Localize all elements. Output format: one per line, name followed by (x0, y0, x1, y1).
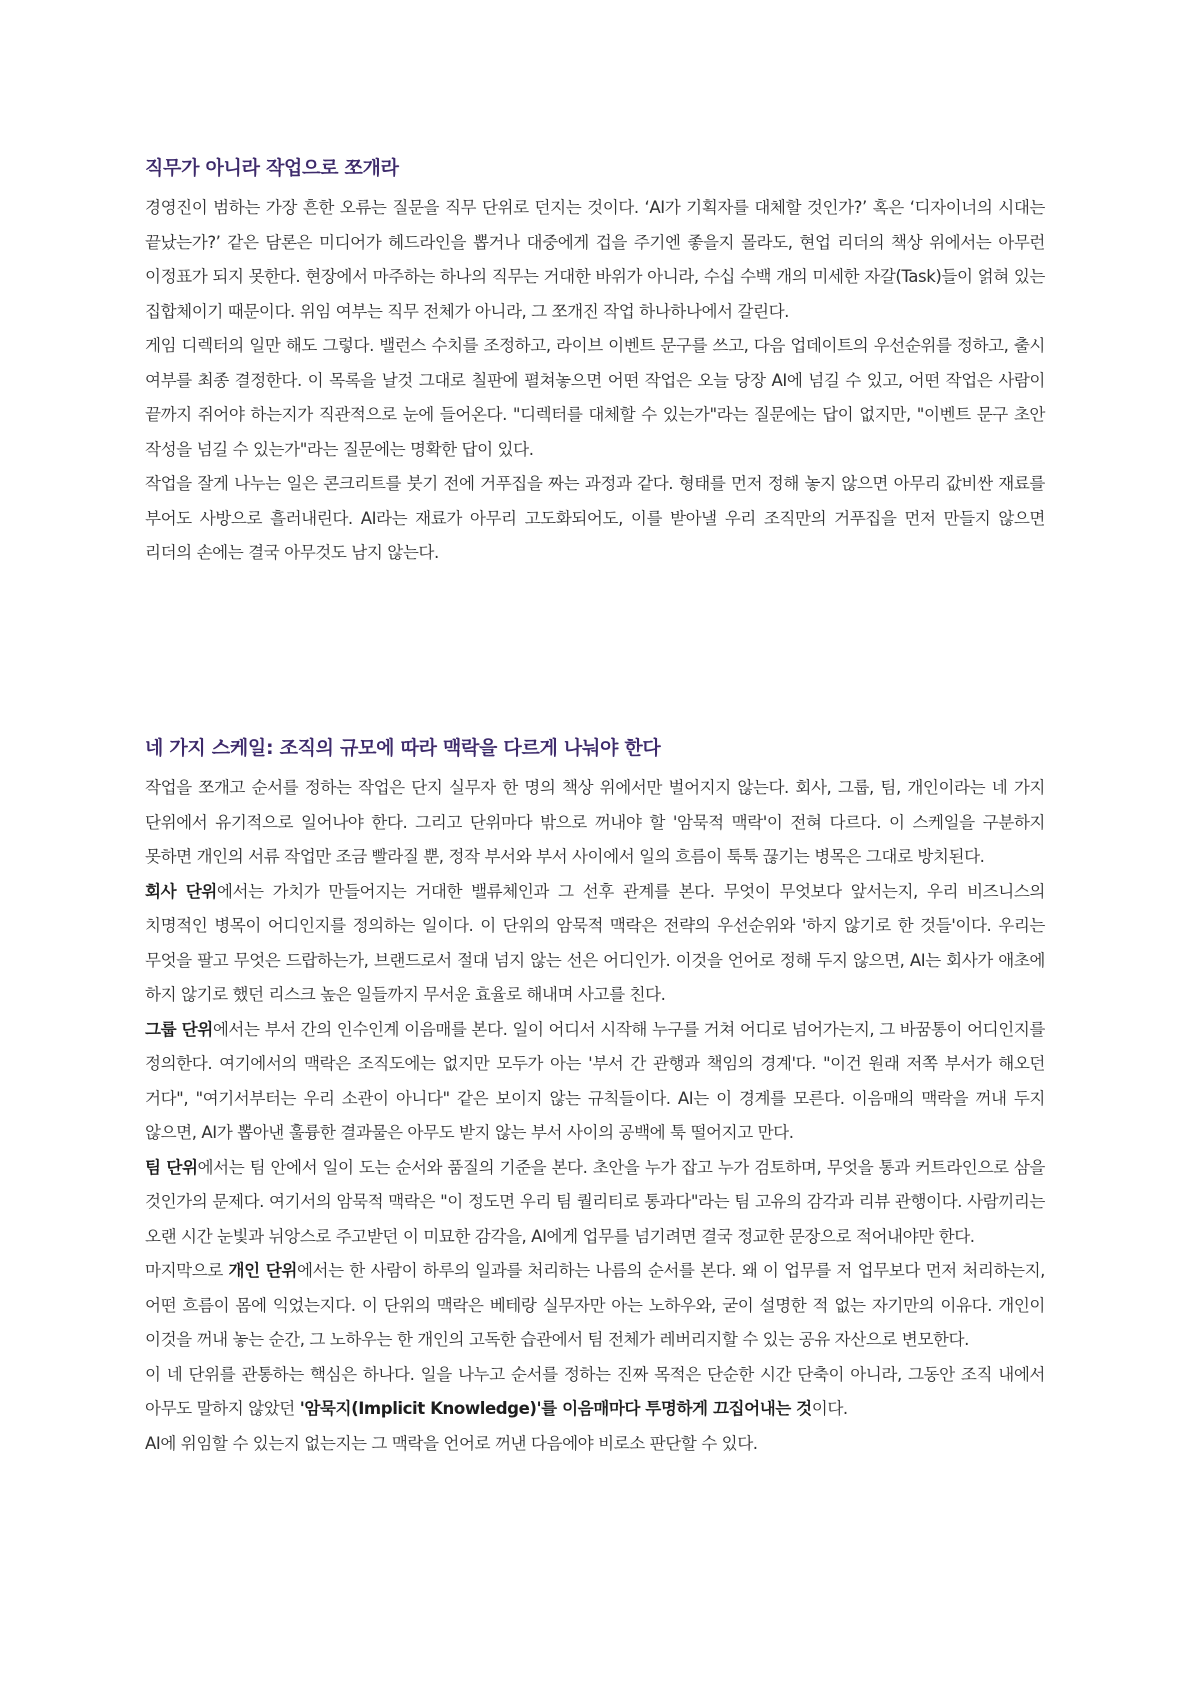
body-paragraph (145, 1427, 1045, 1462)
emphasis-text: 그룹 단위 (145, 1019, 213, 1039)
paragraph-text: 에서는 가치가 만들어지는 거대한 밸류체인과 그 선후 관계를 본다. 무엇이 무엇보다 앞서는지, 우리 비즈니스의 치명적인 병목이 어디인지를 정의하는 일이다. 이 단위의 암묵적 맥락은 전략의 우선순위와 '하지 않기로 한 것들'이다. 우리는 무엇을 팔고 무엇은 드랍하는가, 브랜드로서 절대 넘지 않는 선은 어디인가. 이것을 언어로 정해 두지 않으면, AI는 회사가 애초에 하지 않기로 했던 리스크 높은 일들까지 무서운 효율로 해내며 사고를 친다. (145, 881, 1045, 1004)
paragraph-text: 이 네 단위를 관통하는 핵심은 하나다. 일을 나누고 순서를 정하는 진짜 목적은 단순한 시간 단축이 아니라, 그동안 조직 내에서 아무도 말하지 않았던 (145, 1364, 1045, 1418)
section-body (145, 771, 1045, 1461)
body-paragraph (145, 1254, 1045, 1358)
paragraph-text: 에서는 한 사람이 하루의 일과를 처리하는 나름의 순서를 본다. 왜 이 업무를 저 업무보다 먼저 처리하는지, 어떤 흐름이 몸에 익었는지다. 이 단위의 맥락은 베테랑 실무자만 아는 노하우와, 굳이 설명한 적 없는 자기만의 이유다. 개인이 이것을 꺼내 놓는 순간, 그 노하우는 한 개인의 고독한 습관에서 팀 전체가 레버리지할 수 있는 공유 자산으로 변모한다. (145, 1261, 1046, 1349)
paragraph-text: 에서는 부서 간의 인수인계 이음매를 본다. 일이 어디서 시작해 누구를 거쳐 어디로 넘어가는지, 그 바꿈통이 어디인지를 정의한다. 여기에서의 맥락은 조직도에는 없지만 모두가 아는 '부서 간 관행과 책임의 경계'다. "이건 원래 저쪽 부서가 해오던 거다", "여기서부터는 우리 소관이 아니다" 같은 보이지 않는 규칙들이다. AI는 이 경계를 모른다. 이음매의 맥락을 꺼내 두지 않으면, AI가 뽑아낸 훌륭한 결과물은 아무도 받지 않는 부서 사이의 공백에 툭 떨어지고 만다. (145, 1019, 1045, 1142)
body-paragraph (145, 191, 1045, 329)
section-heading: 네 가지 스케일: 조직의 규모에 따라 맥락을 다르게 나눠야 한다 (145, 737, 661, 759)
section-task-breakdown (145, 153, 1045, 571)
emphasis-text: '암묵지(Implicit Knowledge)'를 이음매마다 투명하게 끄집어내는 것 (299, 1399, 812, 1418)
paragraph-text: 마지막으로 (145, 1261, 229, 1280)
body-paragraph (145, 329, 1045, 467)
emphasis-text: 팀 단위 (145, 1157, 198, 1177)
paragraph-text: 작업을 잘게 나누는 일은 콘크리트를 붓기 전에 거푸집을 짜는 과정과 같다. 형태를 먼저 정해 놓지 않으면 아무리 값비싼 재료를 부어도 사방으로 흘러내린다. AI라는 재료가 아무리 고도화되어도, 이를 받아낼 우리 조직만의 거푸집을 먼저 만들지 않으면 리더의 손에는 결국 아무것도 남지 않는다. (145, 474, 1045, 562)
body-paragraph (145, 467, 1045, 571)
paragraph-text: 이다. (811, 1399, 848, 1418)
section-heading: 직무가 아니라 작업으로 쪼개라 (145, 157, 399, 179)
paragraph-text: 에서는 팀 안에서 일이 도는 순서와 품질의 기준을 본다. 초안을 누가 잡고 누가 검토하며, 무엇을 통과 커트라인으로 삼을 것인가의 문제다. 여기서의 암묵적 맥락은 "이 정도면 우리 팀 퀄리티로 통과다"라는 팀 고유의 감각과 리뷰 관행이다. 사람끼리는 오랜 시간 눈빛과 뉘앙스로 주고받던 이 미묘한 감각을, AI에게 업무를 넘기려면 결국 정교한 문장으로 적어내야만 한다. (145, 1157, 1045, 1246)
body-paragraph (145, 1151, 1045, 1255)
body-paragraph (145, 1358, 1045, 1427)
paragraph-text: AI에 위임할 수 있는지 없는지는 그 맥락을 언어로 꺼낸 다음에야 비로소 판단할 수 있다. (145, 1433, 758, 1453)
paragraph-text: 작업을 쪼개고 순서를 정하는 작업은 단지 실무자 한 명의 책상 위에서만 벌어지지 않는다. 회사, 그룹, 팀, 개인이라는 네 가지 단위에서 유기적으로 일어나야 한다. 그리고 단위마다 밖으로 꺼내야 할 '암묵적 맥락'이 전혀 다르다. 이 스케일을 구분하지 못하면 개인의 서류 작업만 조금 빨라질 뿐, 정작 부서와 부서 사이에서 일의 흐름이 툭툭 끊기는 병목은 그대로 방치된다. (145, 778, 1045, 866)
emphasis-text: 개인 단위 (228, 1261, 297, 1280)
emphasis-text: 회사 단위 (145, 881, 217, 901)
body-paragraph (145, 771, 1045, 875)
body-paragraph (145, 875, 1045, 1013)
section-body (145, 191, 1045, 571)
paragraph-text: 게임 디렉터의 일만 해도 그렇다. 밸런스 수치를 조정하고, 라이브 이벤트 문구를 쓰고, 다음 업데이트의 우선순위를 정하고, 출시 여부를 최종 결정한다. 이 목록을 날것 그대로 칠판에 펼쳐놓으면 어떤 작업은 오늘 당장 AI에 넘길 수 있고, 어떤 작업은 사람이 끝까지 쥐어야 하는지가 직관적으로 눈에 들어온다. "디렉터를 대체할 수 있는가"라는 질문에는 답이 없지만, "이벤트 문구 초안 작성을 넘길 수 있는가"라는 질문에는 명확한 답이 있다. (145, 336, 1045, 459)
paragraph-text: 경영진이 범하는 가장 흔한 오류는 질문을 직무 단위로 던지는 것이다. ‘AI가 기획자를 대체할 것인가?’ 혹은 ‘디자이너의 시대는 끝났는가?’ 같은 담론은 미디어가 헤드라인을 뽑거나 대중에게 겁을 주기엔 좋을지 몰라도, 현업 리더의 책상 위에서는 아무런 이정표가 되지 못한다. 현장에서 마주하는 하나의 직무는 거대한 바위가 아니라, 수십 수백 개의 미세한 자갈(Task)들이 얽혀 있는 집합체이기 때문이다. 위임 여부는 직무 전체가 아니라, 그 쪼개진 작업 하나하나에서 갈린다. (145, 198, 1045, 321)
body-paragraph (145, 1013, 1045, 1151)
section-four-scales (145, 733, 1045, 1461)
